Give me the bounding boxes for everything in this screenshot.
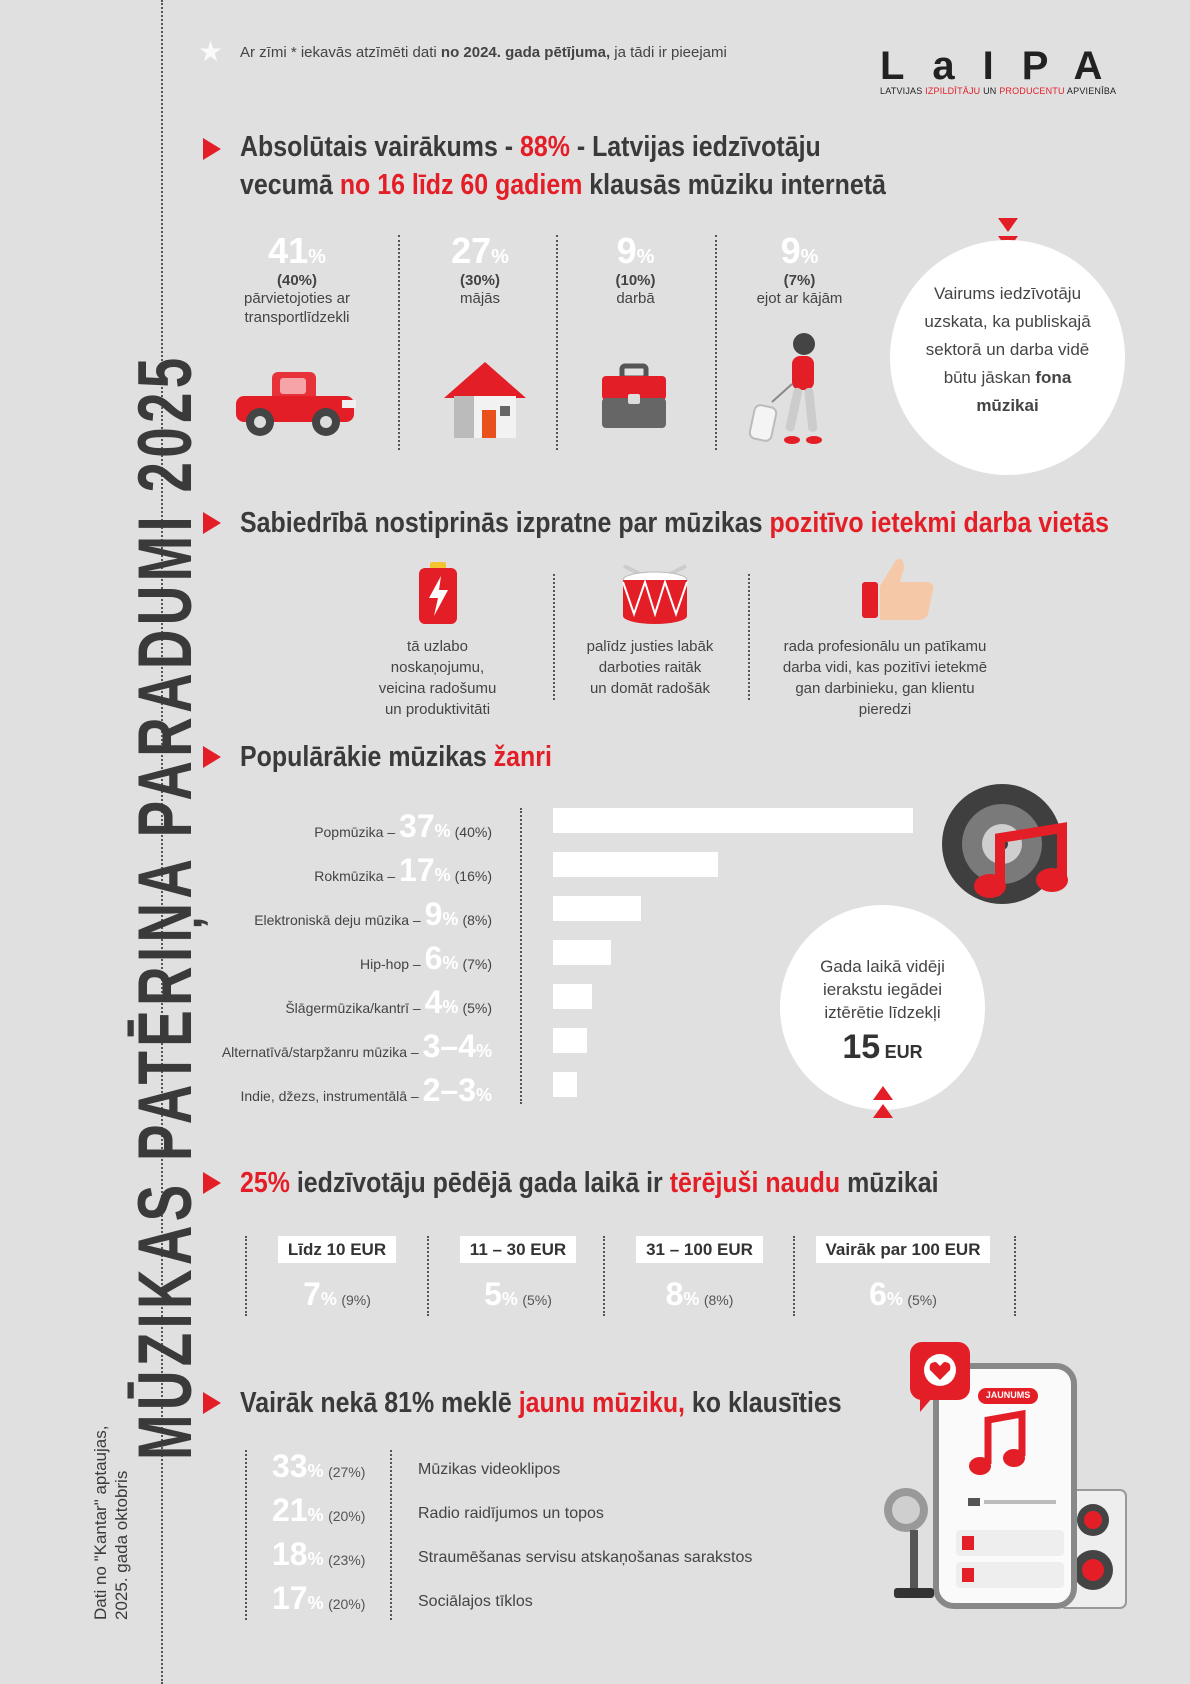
walking-person-icon xyxy=(742,328,842,452)
laipa-logo xyxy=(880,44,1131,96)
genre-name: Popmūzika xyxy=(314,824,384,840)
divider xyxy=(1014,1236,1016,1316)
spend-under-10: Līdz 10 EUR 7% (9%) xyxy=(262,1240,412,1313)
benefit-workplace: rada profesionālu un patīkamu darba vidi, kas pozitīvi ietekmē gan darbinieku, gan klientu pieredzi xyxy=(782,638,988,718)
logo-name: LaIPA xyxy=(880,44,1131,88)
genre-prev-value: (8%) xyxy=(462,912,492,928)
discovery-label: Mūzikas videoklipos xyxy=(418,1461,561,1478)
divider xyxy=(245,1450,247,1620)
new-badge: JAUNUMS xyxy=(985,1390,1031,1400)
divider xyxy=(556,235,558,450)
genre-label: Elektroniskā deju mūzika – 9% (8%) xyxy=(254,896,492,932)
genre-bar xyxy=(553,940,611,965)
house-icon xyxy=(440,358,530,444)
section4-heading: 25% iedzīvotāju pēdējā gada laikā ir tērējuši naudu mūzikai xyxy=(240,1167,939,1199)
truck-icon xyxy=(232,368,362,440)
benefit-wellbeing: palīdz justies labāk darboties raitāk un domāt radošāk xyxy=(586,638,714,697)
chart-axis xyxy=(520,808,522,1104)
genre-name: Indie, džezs, instrumentālā xyxy=(240,1088,408,1104)
bullet-triangle-icon xyxy=(203,138,221,160)
genre-label: Alternatīvā/starpžanru mūzika – 3–4% xyxy=(221,1028,492,1064)
genre-value: 9 xyxy=(424,896,443,932)
divider xyxy=(398,235,400,450)
bullet-triangle-icon xyxy=(203,512,221,534)
section5-heading: Vairāk nekā 81% meklē jaunu mūziku, ko klausīties xyxy=(240,1387,842,1419)
genre-label: Hip-hop – 6% (7%) xyxy=(360,940,492,976)
data-source: Dati no "Kantar" aptaujas, 2025. gada oktobris xyxy=(91,1425,131,1620)
genre-label: Šlāgermūzika/kantrī – 4% (5%) xyxy=(285,984,492,1020)
drum-icon xyxy=(618,560,692,626)
genre-name: Alternatīvā/starpžanru mūzika xyxy=(221,1044,408,1060)
stat-walking: 9% (7%) ejot ar kājām xyxy=(756,230,843,307)
genre-unit: % xyxy=(434,821,451,841)
divider xyxy=(427,1236,429,1316)
genre-bar xyxy=(553,1028,587,1053)
briefcase-icon xyxy=(598,362,670,434)
benefit-mood: tā uzlabo noskaņojumu, veicina radošumu un produktivitāti xyxy=(378,638,497,718)
yearly-spend-callout: Gada laikā vidēji ierakstu iegādei iztērētie līdzekļi 15 EUR xyxy=(780,905,985,1110)
genre-prev-value: (16%) xyxy=(454,868,492,884)
background-music-callout: Vairums iedzīvotāju uzskata, ka publiskajā sektorā un darba vidē būtu jāskan fona mūzikai xyxy=(890,240,1125,475)
genre-value: 37 xyxy=(399,808,435,844)
genre-value: 2–3 xyxy=(422,1072,476,1108)
page-title: MŪZIKAS PATĒRIŅA PARADUMI 2025 xyxy=(123,353,208,1460)
genre-label: Rokmūzika – 17% (16%) xyxy=(314,852,492,888)
genre-value: 3–4 xyxy=(422,1028,476,1064)
discovery-value: 17% (20%) xyxy=(272,1580,366,1616)
divider xyxy=(390,1450,392,1620)
stat-work: 9% (10%) darbā xyxy=(615,230,656,307)
divider xyxy=(793,1236,795,1316)
genre-prev-value: (7%) xyxy=(462,956,492,972)
genre-unit: % xyxy=(475,1041,492,1061)
genre-name: Šlāgermūzika/kantrī xyxy=(285,1000,410,1016)
genre-value: 6 xyxy=(424,940,443,976)
genre-bar xyxy=(553,852,718,877)
genre-value: 17 xyxy=(399,852,435,888)
genre-value: 4 xyxy=(424,984,443,1020)
genre-bar xyxy=(553,984,592,1009)
genre-bar xyxy=(553,896,641,921)
genre-name: Hip-hop xyxy=(360,956,410,972)
divider xyxy=(715,235,717,450)
section1-heading: Absolūtais vairākums - 88% - Latvijas iedzīvotāju vecumā no 16 līdz 60 gadiem klausās mūziku internetā xyxy=(240,131,886,201)
genre-label: Indie, džezs, instrumentālā – 2–3% xyxy=(240,1072,492,1108)
discovery-value: 21% (20%) xyxy=(272,1492,366,1528)
thumbs-up-icon xyxy=(858,552,938,624)
spend-31-100: 31 – 100 EUR 8% (8%) xyxy=(622,1240,777,1313)
section2-heading: Sabiedrībā nostiprinās izpratne par mūzikas pozitīvo ietekmi darba vietās xyxy=(240,507,1110,539)
genre-unit: % xyxy=(442,953,459,973)
discovery-label: Radio raidījumos un topos xyxy=(418,1505,604,1522)
genre-name: Elektroniskā deju mūzika xyxy=(254,912,410,928)
discovery-value: 18% (23%) xyxy=(272,1536,366,1572)
divider xyxy=(748,574,750,700)
divider xyxy=(245,1236,247,1316)
star-icon: ★ xyxy=(198,36,224,67)
divider xyxy=(553,574,555,700)
footnote: Ar zīmi * iekavās atzīmēti dati no 2024. gada pētījuma, ja tādi ir pieejami xyxy=(240,44,727,61)
vinyl-record-icon xyxy=(940,778,1070,928)
spend-11-30: 11 – 30 EUR 5% (5%) xyxy=(443,1240,593,1313)
genre-bar xyxy=(553,1072,577,1097)
genre-prev-value: (5%) xyxy=(462,1000,492,1016)
logo-subtitle: LATVIJAS IZPILDĪTĀJU UN PRODUCENTU APVIENĪBA xyxy=(880,86,1117,96)
stat-home: 27% (30%) mājās xyxy=(451,230,509,307)
bullet-triangle-icon xyxy=(203,1392,221,1414)
bullet-triangle-icon xyxy=(203,1172,221,1194)
genre-bar xyxy=(553,808,913,833)
stat-transport: 41% (40%) pārvietojoties ar transportlīdzekli xyxy=(244,230,350,326)
phone-music-icon xyxy=(880,1340,1140,1620)
discovery-value: 33% (27%) xyxy=(272,1448,366,1484)
spend-over-100: Vairāk par 100 EUR 6% (5%) xyxy=(808,1240,998,1313)
arrow-up-icon xyxy=(871,1082,895,1122)
genre-prev-value: (40%) xyxy=(454,824,492,840)
section3-heading: Populārākie mūzikas žanri xyxy=(240,741,552,773)
genre-name: Rokmūzika xyxy=(314,868,384,884)
genre-label: Popmūzika – 37% (40%) xyxy=(314,808,492,844)
bullet-triangle-icon xyxy=(203,746,221,768)
discovery-label: Straumēšanas servisu atskaņošanas sarakstos xyxy=(418,1549,753,1566)
discovery-label: Sociālajos tīklos xyxy=(418,1593,533,1610)
divider xyxy=(603,1236,605,1316)
battery-icon xyxy=(415,560,461,626)
genre-unit: % xyxy=(434,865,451,885)
genre-unit: % xyxy=(475,1085,492,1105)
genre-unit: % xyxy=(442,909,459,929)
genre-unit: % xyxy=(442,997,459,1017)
